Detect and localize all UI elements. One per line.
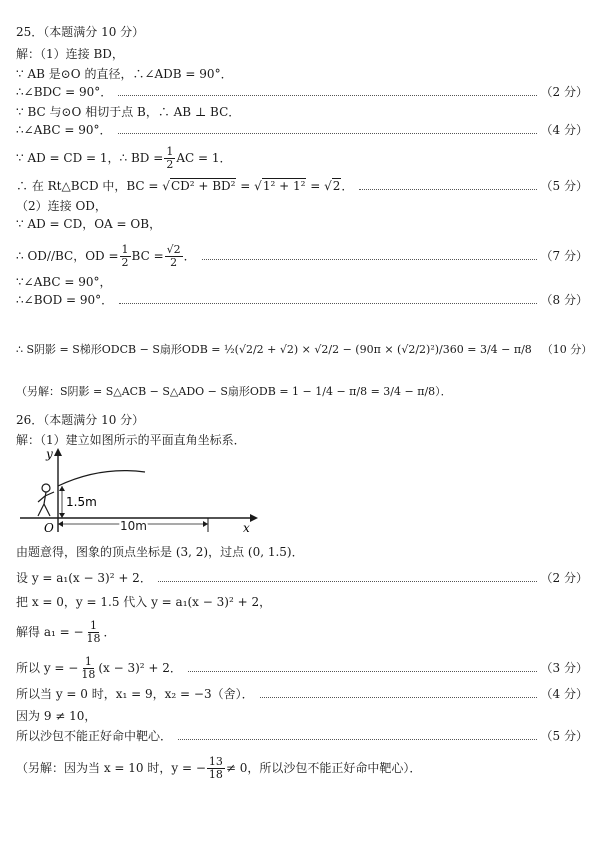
q25-step-12: ∴∠BOD = 90°． （8 分）	[16, 293, 588, 307]
x-axis-label: x	[243, 521, 250, 534]
fraction: $\frac{1}{2}$	[166, 145, 174, 171]
y-axis-label: y	[46, 447, 53, 461]
score-label: （2 分）	[540, 571, 588, 585]
q25-step-5: ∴∠ABC = 90°． （4 分）	[16, 123, 588, 137]
score-label: （5 分）	[540, 729, 588, 743]
q26-step-4: 把 x = 0，y = 1.5 代入 y = a₁(x − 3)² + 2，	[16, 595, 272, 609]
q25-step-3: ∴∠BDC = 90°． （2 分）	[16, 85, 588, 99]
q26-step-1: 解：（1）建立如图所示的平面直角坐标系．	[16, 433, 246, 447]
coordinate-diagram	[20, 446, 260, 534]
origin-label: O	[44, 521, 54, 534]
q25-step-7: ∴ 在 Rt△BCD 中，BC = √CD² + BD² = √1² + 1² = √2． （5 分）	[16, 179, 588, 193]
thrower-figure	[38, 484, 54, 516]
q25-step-10: ∴ OD//BC，OD = $\frac{1}{2}$ BC = $\frac{√2}{2}$ ． （7 分）	[16, 243, 588, 269]
q26-step-8: 因为 9 ≠ 10，	[16, 709, 97, 723]
fraction: $\frac{13}{18}$	[208, 755, 223, 781]
q26-step-6: 所以 y = − $\frac{1}{18}$ (x − 3)² + 2． （3 分）	[16, 655, 588, 681]
score-label: （2 分）	[540, 85, 588, 99]
q25-step-2: ∵ AB 是⊙O 的直径，∴∠ADB = 90°．	[16, 67, 233, 81]
score-label: （10 分）	[541, 343, 593, 356]
score-label: （4 分）	[540, 123, 588, 137]
score-label: （7 分）	[540, 249, 588, 263]
fraction: $\frac{√2}{2}$	[166, 243, 181, 269]
score-label: （3 分）	[540, 661, 588, 675]
area-expression: ½(√2/2 + √2) × √2/2 − (90π × (√2/2)²)/360 = 3/4 − π/8	[224, 343, 532, 356]
fraction: $\frac{1}{2}$	[121, 243, 129, 269]
q25-step-1: 解：（1）连接 BD，	[16, 47, 124, 61]
fraction: $\frac{1}{18}$	[81, 655, 96, 681]
score-label: （4 分）	[540, 687, 588, 701]
q25-step-6: ∵ AD = CD = 1，∴ BD = $\frac{1}{2}$ AC = 1．	[16, 145, 232, 171]
q25-header: 25．（本题满分 10 分）	[16, 25, 145, 39]
q25-step-4: ∵ BC 与⊙O 相切于点 B，∴ AB ⊥ BC．	[16, 105, 241, 119]
q26-step-2: 由题意得，图象的顶点坐标是 (3, 2)，过点 (0, 1.5)．	[16, 545, 304, 559]
q25-step-13: ∴ S阴影 = S梯形ODCB − S扇形ODB = ½(√2/2 + √2) × √2/2 − (90π × (√2/2)²)/360 = 3/4 − π/8 （10 分）	[16, 343, 593, 356]
fraction: $\frac{1}{18}$	[86, 619, 101, 645]
trajectory-curve	[58, 471, 145, 486]
q25-step-11: ∵∠ABC = 90°，	[16, 275, 112, 289]
distance-label: 10m	[120, 519, 147, 533]
q26-step-9: 所以沙包不能正好命中靶心． （5 分）	[16, 729, 588, 743]
q26-alt-solution: （另解：因为当 x = 10 时，y = − $\frac{13}{18}$ ≠ 0，所以沙包不能正好命中靶心）．	[16, 755, 422, 781]
q25-alt-solution: （另解：S阴影 = S△ACB − S△ADO − S扇形ODB = 1 − 1/4 − π/8 = 3/4 − π/8）．	[16, 385, 452, 398]
q25-step-9: ∵ AD = CD，OA = OB，	[16, 217, 162, 231]
q25-step-8: （2）连接 OD，	[16, 199, 107, 213]
q26-step-3: 设 y = a₁(x − 3)² + 2． （2 分）	[16, 571, 588, 585]
score-label: （8 分）	[540, 293, 588, 307]
q26-header: 26．（本题满分 10 分）	[16, 413, 145, 427]
q26-step-7: 所以当 y = 0 时，x₁ = 9，x₂ = −3（舍）． （4 分）	[16, 687, 588, 701]
score-label: （5 分）	[540, 179, 588, 193]
height-label: 1.5m	[66, 495, 97, 509]
q26-step-5: 解得 a₁ = − $\frac{1}{18}$ ．	[16, 619, 116, 645]
